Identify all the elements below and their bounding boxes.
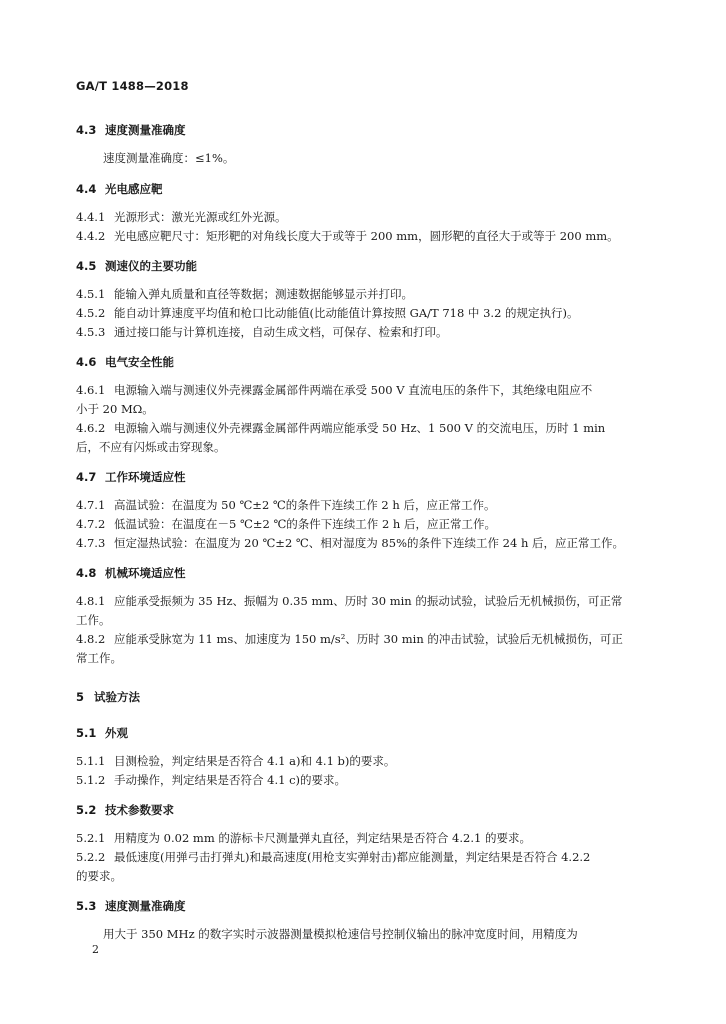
clause-text: 电源输入端与测速仪外壳裸露金属部件两端在承受 500 V 直流电压的条件下，其绝缘电阻应不 [114,383,593,397]
clause-number: 4.3 [76,123,97,137]
clause-text: 技术参数要求 [105,803,174,817]
clause-number: 5.1 [76,726,97,740]
paragraph-line [76,754,395,769]
document-header: GA/T 1488—2018 [76,79,189,93]
clause-text: 速度测量准确度 [105,899,186,913]
paragraph-line [76,383,592,398]
clause-text: 用大于 350 MHz 的数字实时示波器测量模拟枪速信号控制仪输出的脉冲宽度时间，用精度为 [103,927,578,941]
clause-number: 4.8.1 [76,594,106,608]
clause-number: 4.5.3 [76,325,106,339]
clause-number: 4.4.2 [76,229,106,243]
clause-number: 5.1.1 [76,754,106,768]
paragraph-line [76,831,531,846]
paragraph-line [76,440,226,455]
clause-number: 4.7.1 [76,498,106,512]
clause-number: 4.6 [76,355,97,369]
paragraph-line [76,229,619,244]
paragraph-line [76,287,413,302]
section-heading [76,566,186,581]
clause-number: 4.7.3 [76,536,106,550]
paragraph-line [76,306,579,321]
clause-number: 5.1.2 [76,773,106,787]
paragraph-line [76,850,590,865]
clause-text: 用精度为 0.02 mm 的游标卡尺测量弹丸直径，判定结果是否符合 4.2.1 的要求。 [114,831,531,845]
section-heading [76,182,163,197]
paragraph-line [76,517,496,532]
paragraph-line [76,869,122,884]
clause-number: 4.5 [76,259,97,273]
clause-text: 工作。 [76,613,111,627]
paragraph-line [76,325,448,340]
paragraph-line [103,927,578,942]
section-heading [76,726,128,741]
clause-text: 最低速度(用弹弓击打弹丸)和最高速度(用枪支实弹射击)都应能测量，判定结果是否符合 4.2.2 [114,850,591,864]
clause-text: 速度测量准确度 [105,123,186,137]
clause-text: 应能承受脉宽为 11 ms、加速度为 150 m/s²、历时 30 min 的冲击试验，试验后无机械损伤，可正 [114,632,623,646]
clause-text: 机械环境适应性 [105,566,186,580]
section-heading [76,355,174,370]
clause-number: 5 [76,690,85,704]
clause-text: 测速仪的主要功能 [105,259,197,273]
clause-text: 工作环境适应性 [105,470,186,484]
clause-number: 5.2 [76,803,97,817]
section-heading [76,803,174,818]
clause-text: 常工作。 [76,651,122,665]
paragraph-line [76,402,154,417]
clause-text: 能自动计算速度平均值和枪口比动能值(比动能值计算按照 GA/T 718 中 3.2 的规定执行)。 [114,306,579,320]
clause-text: 电源输入端与测速仪外壳裸露金属部件两端应能承受 50 Hz、1 500 V 的交流电压，历时 1 min [114,421,606,435]
paragraph-line [76,773,346,788]
clause-text: 高温试验：在温度为 50 ℃±2 ℃的条件下连续工作 2 h 后，应正常工作。 [114,498,496,512]
section-heading [76,123,186,138]
clause-text: 应能承受振频为 35 Hz、振幅为 0.35 mm、历时 30 min 的振动试验，试验后无机械损伤，可正常 [114,594,623,608]
clause-text: 试验方法 [94,690,140,704]
clause-number: 4.7 [76,470,97,484]
clause-number: 4.5.1 [76,287,106,301]
clause-number: 4.4.1 [76,210,106,224]
paragraph-line [103,151,234,166]
clause-number: 4.8 [76,566,97,580]
clause-number: 4.7.2 [76,517,106,531]
section-heading [76,690,140,705]
clause-text: 外观 [105,726,128,740]
paragraph-line [76,651,122,666]
clause-text: 光源形式：激光光源或红外光源。 [114,210,287,224]
paragraph-line [76,498,495,513]
clause-text: 能输入弹丸质量和直径等数据；测速数据能够显示并打印。 [114,287,413,301]
clause-number: 4.5.2 [76,306,106,320]
clause-number: 5.2.1 [76,831,106,845]
clause-text: 电气安全性能 [105,355,174,369]
clause-text: 恒定湿热试验：在温度为 20 ℃±2 ℃、相对湿度为 85%的条件下连续工作 24 h 后，应正常工作。 [114,536,624,550]
clause-number: 4.4 [76,182,97,196]
clause-text: 光电感应靶 [105,182,163,196]
clause-text: 的要求。 [76,869,122,883]
clause-text: 后，不应有闪烁或击穿现象。 [76,440,226,454]
clause-number: 4.6.1 [76,383,106,397]
clause-text: 速度测量准确度：≤1%。 [103,151,235,165]
paragraph-line [76,421,605,436]
clause-number: 4.8.2 [76,632,106,646]
clause-text: 低温试验：在温度在－5 ℃±2 ℃的条件下连续工作 2 h 后，应正常工作。 [114,517,496,531]
clause-text: 通过接口能与计算机连接，自动生成文档，可保存、检索和打印。 [114,325,448,339]
paragraph-line [76,632,623,647]
clause-number: 5.2.2 [76,850,106,864]
clause-text: 小于 20 MΩ。 [76,402,154,416]
paragraph-line [76,210,287,225]
paragraph-line [76,536,624,551]
clause-number: 4.6.2 [76,421,106,435]
clause-number: 5.3 [76,899,97,913]
clause-text: 手动操作，判定结果是否符合 4.1 c)的要求。 [114,773,347,787]
paragraph-line [76,613,111,628]
clause-text: 光电感应靶尺寸：矩形靶的对角线长度大于或等于 200 mm，圆形靶的直径大于或等于 200 mm。 [114,229,619,243]
section-heading [76,470,186,485]
clause-text: 目测检验，判定结果是否符合 4.1 a)和 4.1 b)的要求。 [114,754,396,768]
paragraph-line [76,594,622,609]
section-heading [76,259,197,274]
section-heading [76,899,186,914]
page-number: 2 [92,943,99,956]
